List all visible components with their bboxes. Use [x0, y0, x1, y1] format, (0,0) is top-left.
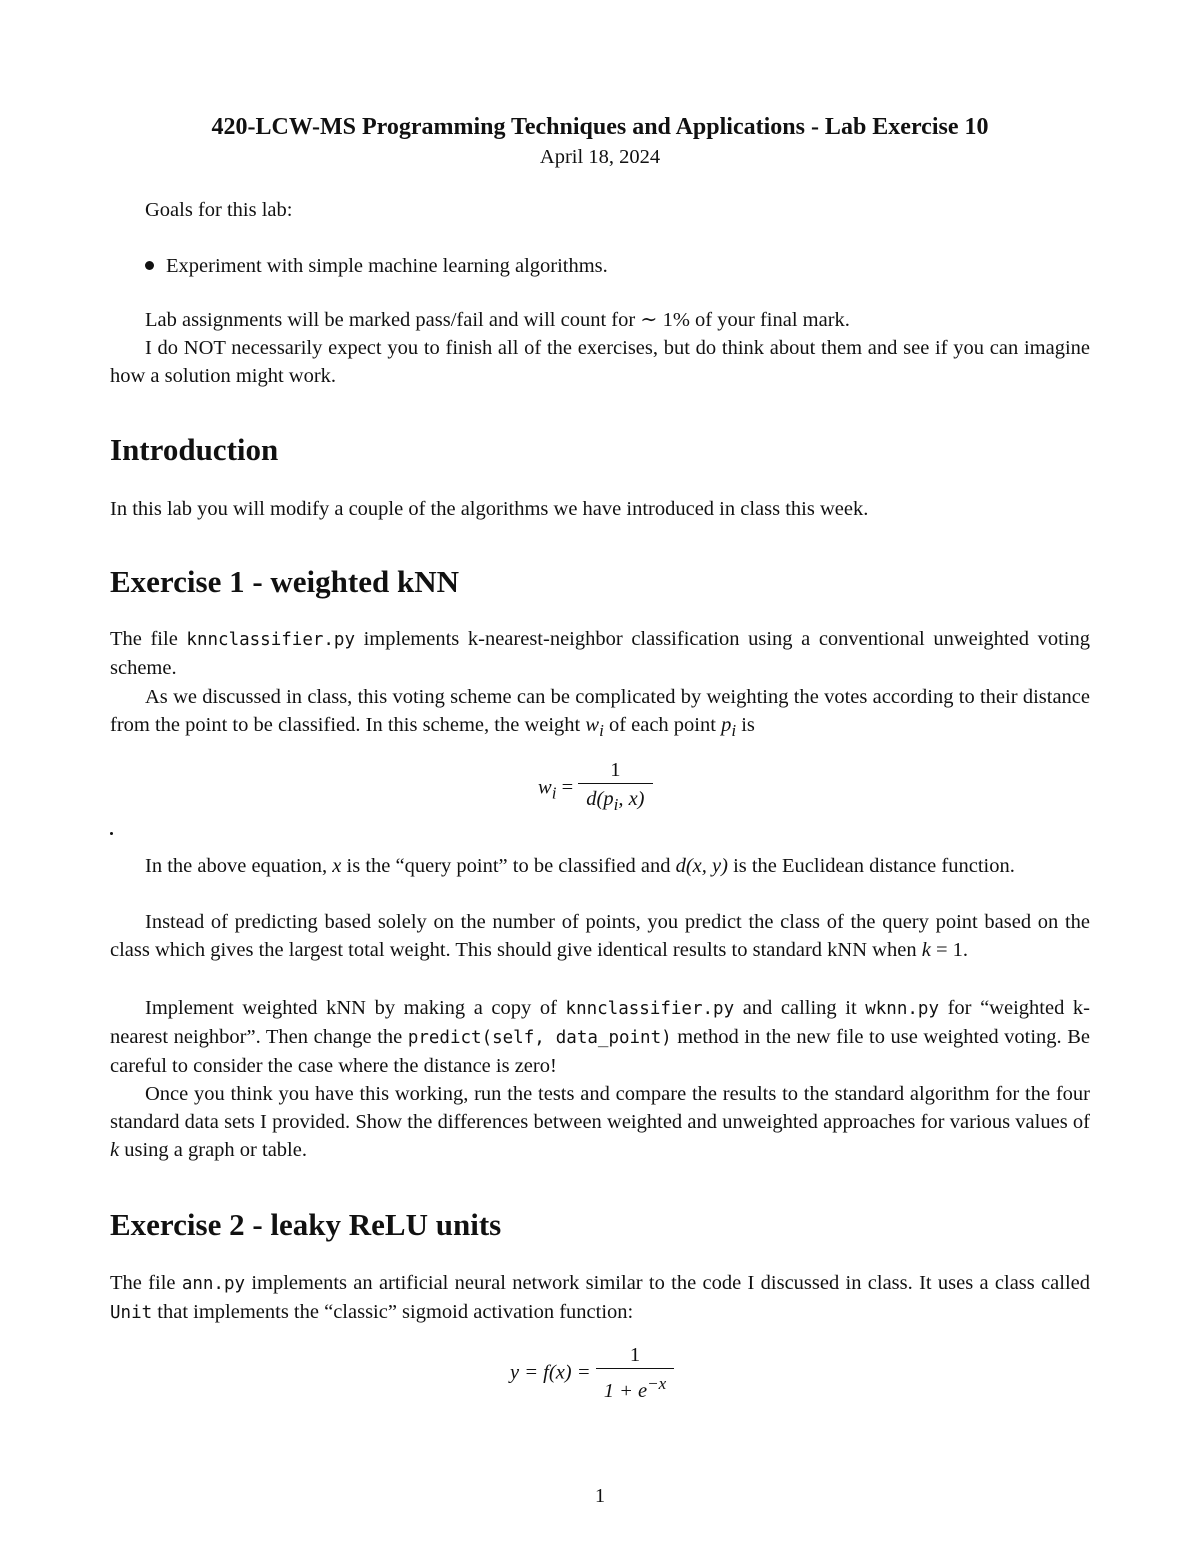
equation-period — [110, 832, 113, 835]
inline-code: knnclassifier.py — [186, 630, 355, 650]
goals-label: Goals for this lab: — [145, 199, 293, 221]
exercise1-paragraph-2: As we discussed in class, this voting scheme can be complicated by weighting the votes according to their distance from the point to be classified. In this scheme, the weight $w_i$ of each point $p_i$ is — [110, 686, 1090, 741]
exercise1-paragraph-1: The file knnclassifier.py implements k-nearest-neighbor classification using a conventional unweighted voting scheme. — [110, 628, 1090, 679]
page-number: 1 — [594, 1485, 606, 1507]
goal-list-item — [145, 252, 608, 280]
weight-equation: $w_i$ = $\frac{1}{d(p_i, x)}$ — [538, 757, 653, 820]
exercise1-paragraph-6: Once you think you have this working, run the tests and compare the results to the standard algorithm for the four standard data sets I provided. Show the differences between weighted and unweighted approaches for various values of k using a graph or table. — [110, 1083, 1090, 1161]
introduction-text: In this lab you will modify a couple of the algorithms we have introduced in class this week. — [110, 498, 869, 520]
document-title: 420-LCW-MS Programming Techniques and Applications - Lab Exercise 10 — [211, 114, 989, 140]
exercise2-heading: Exercise 2 - leaky ReLU units — [110, 1207, 502, 1242]
exercise1-paragraph-4: Instead of predicting based solely on the number of points, you predict the class of the query point based on the class which gives the largest total weight. This should give identical results to standard kNN when k = 1. — [110, 911, 1090, 961]
expectation-note: I do NOT necessarily expect you to finish all of the exercises, but do think about them and see if you can imagine how a solution might work. — [110, 337, 1090, 387]
exercise2-paragraph-1: The file ann.py implements an artificial neural network similar to the code I discussed in class. It uses a class called Unit that implements the “classic” sigmoid activation function: — [110, 1272, 1090, 1323]
bullet-icon — [145, 261, 154, 270]
exercise1-paragraph-5: Implement weighted kNN by making a copy of knnclassifier.py and calling it wknn.py for “weighted k-nearest neighbor”. Then change the predict(self, data_point) method in the new file to use weighted voting. Be careful to consider the case where the distance is zero! — [110, 997, 1090, 1077]
exercise1-heading: Exercise 1 - weighted kNN — [110, 564, 459, 599]
goal-item-text: Experiment with simple machine learning algorithms. — [166, 255, 608, 277]
marking-note: Lab assignments will be marked pass/fail and will count for ∼ 1% of your final mark. — [145, 309, 850, 331]
document-date: April 18, 2024 — [539, 146, 661, 168]
introduction-heading: Introduction — [110, 432, 279, 467]
sigmoid-equation: y = f(x) = $\frac{1}{1 + e^{-x}}$ — [510, 1342, 674, 1406]
exercise1-paragraph-3: In the above equation, x is the “query point” to be classified and d(x, y) is the Euclidean distance function. — [145, 855, 1015, 877]
